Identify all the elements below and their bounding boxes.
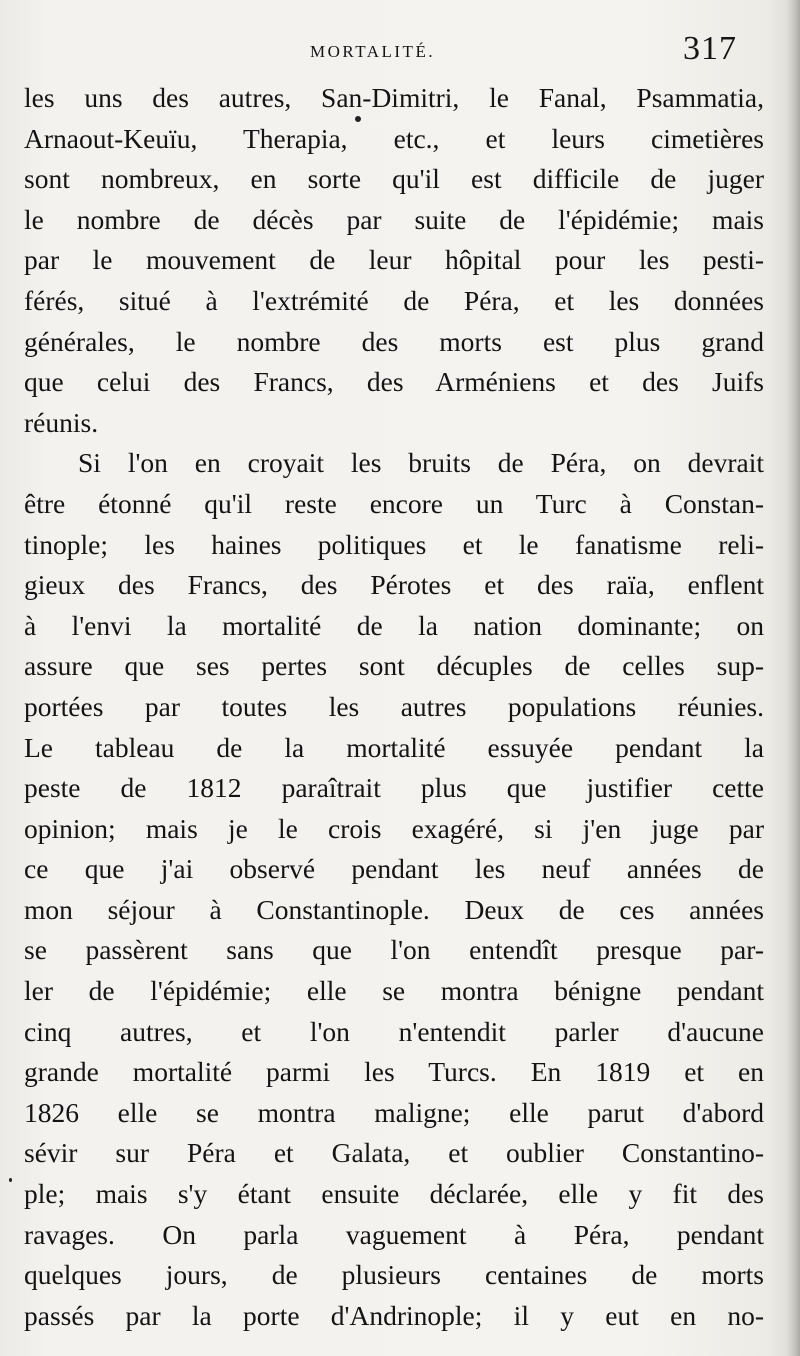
- text-line: se passèrent sans que l'on entendît presque par-: [24, 934, 764, 966]
- text-line: gieux des Francs, des Pérotes et des raïa, enflent: [24, 569, 764, 601]
- running-title: MORTALITÉ.: [310, 42, 436, 61]
- text-line: les uns des autres, San-Dimitri, le Fanal, Psammatia,: [24, 82, 764, 113]
- text-line: à l'envi la mortalité de la nation dominante; on: [24, 609, 764, 641]
- text-line: mon séjour à Constantinople. Deux de ces années: [24, 893, 764, 925]
- text-line: Arnaout-Keuïu, Therapia, etc., et leurs cimetières: [24, 122, 764, 154]
- text-line: 1826 elle se montra maligne; elle parut d'abord: [24, 1096, 764, 1128]
- text-line: ple; mais s'y étant ensuite déclarée, elle y fit des: [24, 1178, 764, 1210]
- text-line: tinople; les haines politiques et le fanatisme reli-: [24, 528, 764, 560]
- text-line: générales, le nombre des morts est plus grand: [24, 325, 764, 357]
- text-line: être étonné qu'il reste encore un Turc à Constan-: [24, 487, 764, 519]
- text-line: assure que ses pertes sont décuples de celles sup-: [24, 650, 764, 682]
- page-number: 317: [683, 30, 737, 67]
- page-header: [0, 30, 800, 80]
- ink-speck: [355, 116, 361, 122]
- text-line: ce que j'ai observé pendant les neuf années de: [24, 853, 764, 885]
- text-line: Si l'on en croyait les bruits de Péra, on devrait: [78, 447, 764, 479]
- text-line: ler de l'épidémie; elle se montra bénigne pendant: [24, 975, 764, 1007]
- body-text: [24, 78, 764, 1336]
- ink-speck: [9, 1178, 12, 1182]
- text-line: réunis.: [24, 406, 99, 438]
- text-line: passés par la porte d'Andrinople; il y eut en no-: [24, 1299, 764, 1331]
- page-edge-shadow: [786, 0, 800, 1356]
- text-line: sévir sur Péra et Galata, et oublier Constantino-: [24, 1137, 764, 1169]
- text-line: férés, situé à l'extrémité de Péra, et les données: [24, 284, 764, 316]
- text-line: que celui des Francs, des Arméniens et des Juifs: [24, 366, 764, 398]
- text-line: grande mortalité parmi les Turcs. En 1819 et en: [24, 1056, 764, 1088]
- text-line: quelques jours, de plusieurs centaines de morts: [24, 1259, 764, 1291]
- text-line: cinq autres, et l'on n'entendit parler d'aucune: [24, 1015, 764, 1047]
- text-line: sont nombreux, en sorte qu'il est difficile de juger: [24, 163, 764, 195]
- text-line: portées par toutes les autres populations réunies.: [24, 690, 764, 722]
- text-line: par le mouvement de leur hôpital pour les pesti-: [24, 244, 764, 276]
- text-line: opinion; mais je le crois exagéré, si j'en juge par: [24, 812, 764, 844]
- text-line: le nombre de décès par suite de l'épidémie; mais: [24, 203, 764, 235]
- text-line: ravages. On parla vaguement à Péra, pendant: [24, 1218, 764, 1250]
- text-line: peste de 1812 paraîtrait plus que justifier cette: [24, 772, 764, 804]
- text-line: Le tableau de la mortalité essuyée pendant la: [24, 731, 764, 763]
